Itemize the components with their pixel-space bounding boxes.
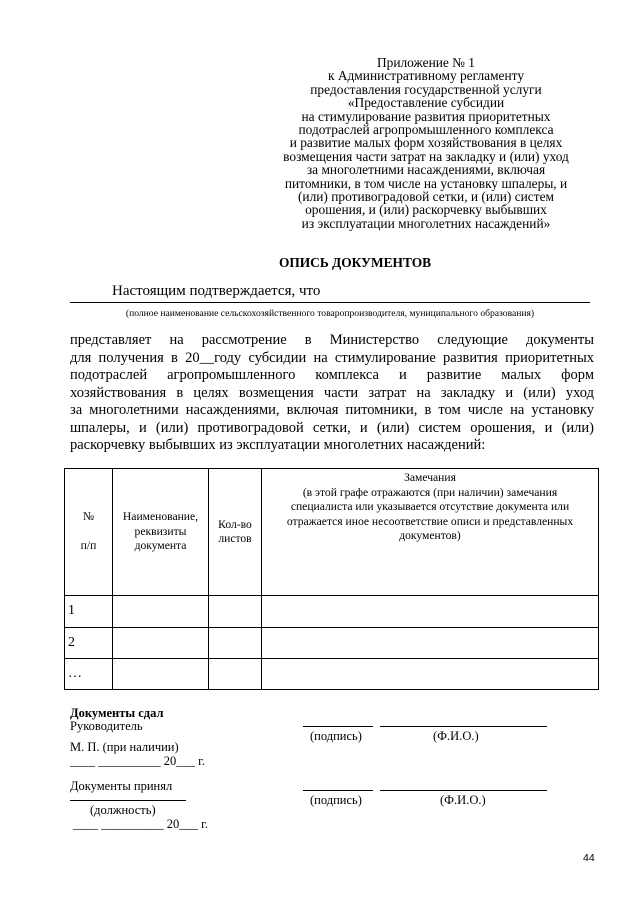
appendix-line: (или) противоградовой сетки, и (или) систем [297,189,555,205]
appendix-header [262,56,590,230]
received-date: ____ __________ 20___ г. [73,817,208,831]
row-sheets-cell[interactable] [209,628,262,659]
applicant-name-hint: (полное наименование сельскохозяйственного товаропроизводителя, муниципального образования) [125,308,535,319]
row-remarks-cell[interactable] [262,659,599,690]
appendix-line: за многолетними насаждениями, включая [306,162,546,178]
body-line: хозяйствования в целях возмещения части затрат на закладку и (или) уход [70,384,594,401]
header-remarks: Замечания (в этой графе отражаются (при наличии) замечания специалиста или указывается отсутствие документа или отражается иное несоответствие описи и представленных документов) [262,469,599,596]
handed-signature-label: (подпись) [310,729,362,743]
body-line: представляет на рассмотрение в Министерство следующие документы [70,332,594,348]
appendix-line: к Административному регламенту [327,68,525,84]
appendix-line: и развитие малых форм хозяйствования в целях [289,135,563,151]
row-sheets-cell[interactable] [209,596,262,628]
appendix-line: «Предоставление субсидии [347,95,505,111]
handed-fio-line [380,726,547,727]
row-num: 2 [65,628,113,659]
page-number: 44 [583,852,595,864]
documents-table [64,468,599,690]
handed-role: Руководитель [70,719,143,733]
applicant-name-line [70,302,590,303]
table-row [65,596,599,628]
row-sheets-cell[interactable] [209,659,262,690]
row-name-cell[interactable] [113,659,209,690]
appendix-line: орошения, и (или) раскорчевку выбывших [305,202,547,218]
table-row [65,628,599,659]
appendix-line: Приложение № 1 [376,55,476,70]
appendix-line: подотраслей агропромышленного комплекса [298,122,554,138]
confirm-text: Настоящим подтверждается, что [112,283,321,299]
body-paragraph [70,332,594,455]
table-header-row [65,469,599,596]
received-heading: Документы принял [70,779,173,793]
document-title: ОПИСЬ ДОКУМЕНТОВ [278,255,432,270]
received-signature-line [303,790,373,791]
body-line: раскорчевку выбывших из эксплуатации многолетних насаждений: [70,437,486,453]
received-signature-label: (подпись) [310,793,362,807]
header-num: № п/п [65,469,113,596]
body-line: подотраслей агропромышленного комплекса и развитие малых форм [70,367,594,383]
appendix-line: на стимулирование развития приоритетных [301,108,551,124]
header-name: Наименование, реквизиты документа [113,469,209,596]
row-name-cell[interactable] [113,596,209,628]
appendix-line: возмещения части затрат на закладку и (или) уход [283,148,569,164]
header-sheets: Кол-во листов [209,469,262,596]
handed-fio-label: (Ф.И.О.) [433,729,479,743]
row-remarks-cell[interactable] [262,628,599,659]
body-line: за многолетними насаждениями, включая питомники, в том числе на установку [70,402,594,418]
received-fio-line [380,790,547,791]
body-line: шпалеры, и (или) противоградовой сетки, и (или) систем орошения, и (или) [70,419,594,436]
received-position-label: (должность) [90,803,156,817]
handed-signature-line [303,726,373,727]
appendix-line: питомники, в том числе на установку шпалеры, и [284,175,568,191]
received-fio-label: (Ф.И.О.) [440,793,486,807]
body-line: для получения в 20__году субсидии на стимулирование развития приоритетных [70,349,594,366]
appendix-line: из эксплуатации многолетних насаждений» [301,215,551,231]
table-row [65,659,599,690]
handed-heading: Документы сдал [70,706,164,720]
row-num: 1 [65,596,113,628]
handed-date: ____ __________ 20___ г. [70,754,205,768]
appendix-line: предоставления государственной услуги [310,81,542,97]
row-name-cell[interactable] [113,628,209,659]
row-remarks-cell[interactable] [262,596,599,628]
stamp-label: М. П. (при наличии) [70,740,179,754]
received-position-line [70,800,186,801]
row-num: … [65,659,113,690]
